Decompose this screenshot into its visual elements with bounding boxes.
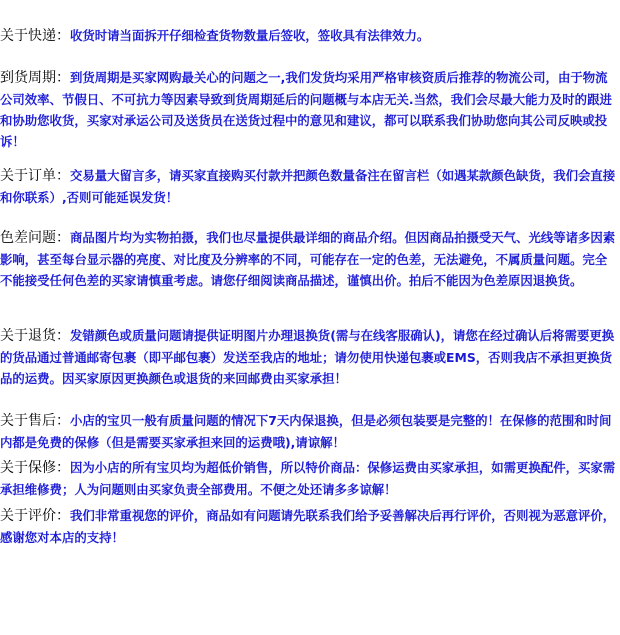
section-title: 关于保修： [0,460,70,476]
section-text: 我们非常重视您的评价，商品如有问题请先联系我们给予妥善解决后再行评价，否则视为恶意评价，感谢您对本店的支持！ [0,508,616,545]
section-text: 发错颜色或质量问题请提供证明图片办理退换货(需与在线客服确认)，请您在经过确认后将需要更换的货品通过普通邮寄包裹（即平邮包裹）发送至我店的地址；请勿使用快递包裹或EMS，否则我店不承担更换货品的运费。因买家原因更换颜色或退货的来回邮费由买家承担！ [0,328,615,386]
section-text: 因为小店的所有宝贝均为超低价销售，所以特价商品：保修运费由买家承担，如需更换配件，买家需承担维修费；人为问题则由买家负责全部费用。不便之处还请多多谅解！ [0,460,616,497]
section-orders [0,165,616,208]
section-text: 到货周期是买家网购最关心的问题之一,我们发货均采用严格审核资质后推荐的物流公司，由于物流公司效率、节假日、不可抗力等因素导致到货周期延后的问题概与本店无关.当然，我们会尽最大能力及时的跟进和协助您收货，买家对承运公司及送货员在送货过程中的意见和建议，都可以联系我们协助您向其公司反映或投诉！ [0,70,612,149]
section-text: 交易量大留言多，请买家直接购买付款并把颜色数量备注在留言栏（如遇某款颜色缺货，我们会直接和你联系）,否则可能延误发货！ [0,168,616,205]
section-text: 小店的宝贝一般有质量问题的情况下7天内保退换，但是必须包装要是完整的！在保修的范围和时间内都是免费的保修（但是需要买家承担来回的运费哦),请谅解！ [0,413,612,450]
section-warranty [0,457,616,500]
section-title: 关于退货： [0,328,70,344]
section-after-sales [0,410,616,453]
section-title: 关于评价： [0,508,70,524]
section-text: 收货时请当面拆开仔细检查货物数量后签收，签收具有法律效力。 [70,28,430,43]
section-express [0,25,616,47]
section-text: 商品图片均为实物拍摄，我们也尽量提供最详细的商品介绍。但因商品拍摄受天气、光线等诸多因素影响，甚至每台显示器的亮度、对比度及分辨率的不同，可能存在一定的色差，无法避免，不属质量问题。完全不能接受任何色差的买家请慎重考虑。请您仔细阅读商品描述，谨慎出价。拍后不能因为色差原因退换货。 [0,230,616,288]
section-returns [0,325,616,389]
section-title: 色差问题： [0,230,70,246]
section-color-difference [0,227,616,291]
section-title: 关于售后： [0,413,70,429]
section-title: 到货周期： [0,70,70,86]
section-reviews [0,505,616,548]
section-delivery-period [0,67,616,152]
section-title: 关于快递： [0,28,70,44]
section-title: 关于订单： [0,168,70,184]
